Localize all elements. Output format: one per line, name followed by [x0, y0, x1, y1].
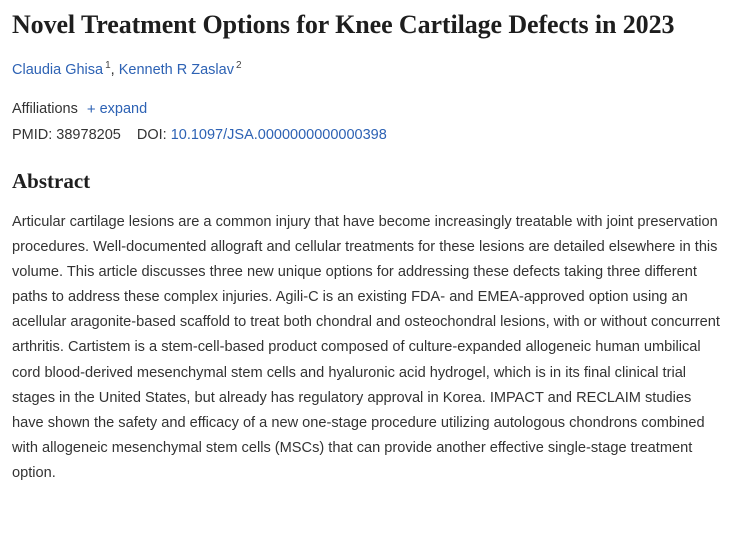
- author-list: [12, 59, 720, 80]
- doi-label: DOI:: [136, 126, 167, 143]
- affiliations-row: [12, 101, 720, 117]
- author-entry: [12, 62, 115, 78]
- expand-label: expand: [99, 100, 148, 117]
- plus-icon: +: [86, 100, 96, 118]
- identifiers-row: [12, 127, 720, 143]
- author-separator-1: ,: [110, 62, 115, 79]
- author-affiliation-marker-1: 1: [105, 60, 111, 72]
- pmid-label: PMID: 38978205: [12, 126, 121, 143]
- affiliations-label: Affiliations: [12, 100, 78, 117]
- abstract-text: Articular cartilage lesions are a common injury that have become increasingly treatable with joint preservation procedures. Well-documented allograft and cellular treatments for these lesions are detailed elsewhere in this volume. This article discusses three new unique options for addressing these defects taking three different paths to address these complex injuries. Agili-C is an existing FDA- and EMEA-approved option using an acellular aragonite-based scaffold to treat both chondral and osteochondral lesions, with or without concurrent arthritis. Cartistem is a stem-cell-based product composed of culture-expanded allogeneic human umbilical cord blood-derived mesenchymal stem cells and hyaluronic acid hydrogel, which is in its final clinical trial stages in the United States, but already has regulatory approval in Korea. IMPACT and RECLAIM studies have shown the safety and efficacy of a new one-stage procedure utilizing autologous chondrons combined with allogeneic mesenchymal stem cells (MSCs) that can provide another effective single-stage treatment option.: [12, 213, 720, 481]
- abstract-heading: Abstract: [12, 168, 91, 193]
- author-link-2[interactable]: Kenneth R Zaslav: [118, 62, 234, 79]
- doi-link[interactable]: 10.1097/JSA.0000000000000398: [170, 126, 387, 143]
- author-link-1[interactable]: Claudia Ghisa: [12, 62, 104, 79]
- page-title: Novel Treatment Options for Knee Cartilage Defects in 2023: [12, 10, 675, 39]
- author-entry: [119, 62, 242, 78]
- expand-affiliations-button[interactable]: [87, 101, 147, 117]
- author-affiliation-marker-2: 2: [235, 60, 242, 72]
